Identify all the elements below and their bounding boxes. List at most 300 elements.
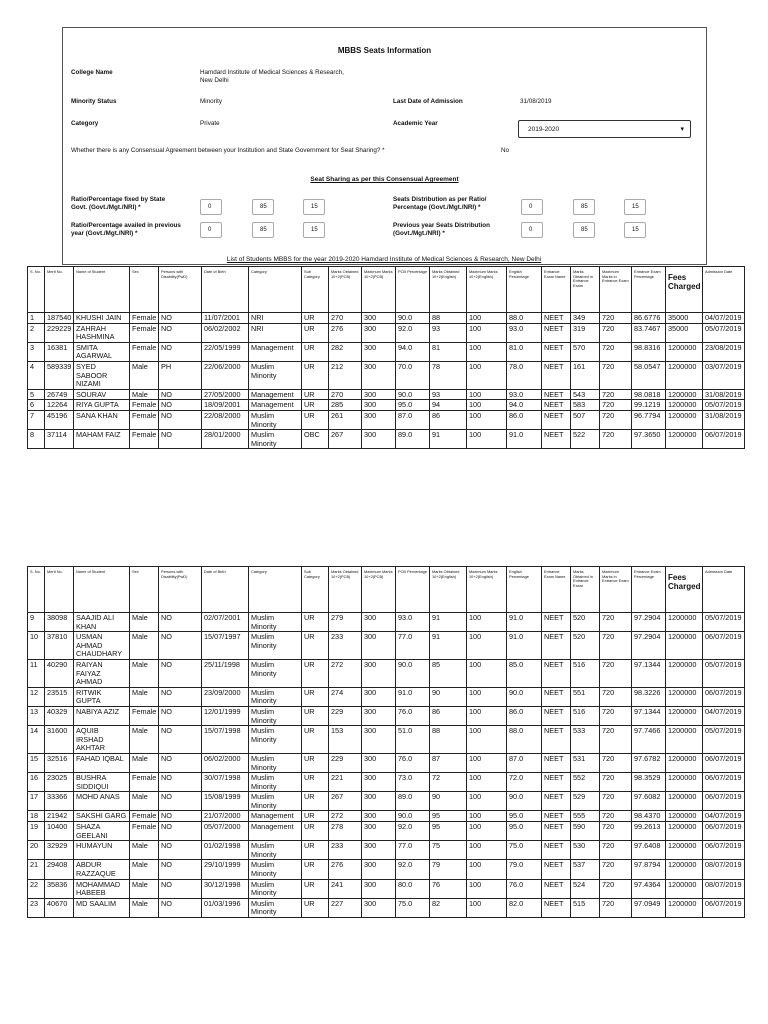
cell-s-no: 11 [28,659,45,687]
cell-merit-no: 23515 [45,687,74,706]
cell-fees-charged: 1200000 [666,361,703,389]
cell-entrance-exam-name: NEET [542,841,571,860]
cell-name-of-student: RITWIK GUPTA [74,687,130,706]
cell-english-percentage: 93.0 [507,323,542,342]
cell-persons-with-disability-pwd: PH [159,361,202,389]
cell-sex: Male [130,898,159,917]
cell-entrance-exam-percentage: 98.4370 [632,811,666,822]
cell-admission-date: 04/07/2019 [703,706,745,725]
cell-entrance-exam-name: NEET [542,898,571,917]
cell-merit-no: 21942 [45,811,74,822]
cell-entrance-exam-percentage: 97.1344 [632,706,666,725]
cell-category: Muslim Minority [249,410,302,429]
cell-pcb-percentage: 94.0 [396,342,430,361]
cell-fees-charged: 1200000 [666,898,703,917]
cell-sub-category: UR [302,726,329,754]
cell-marks-obtained-10-2-english: 78 [430,361,467,389]
cell-name-of-student: SMITA AGARWAL [74,342,130,361]
student-table-page1 [27,266,745,449]
cell-marks-obtained-10-2-pcb: 229 [329,706,362,725]
cell-maximum-marks-10-2-pcb: 300 [362,898,396,917]
cell-pcb-percentage: 92.0 [396,323,430,342]
cell-sex: Male [130,659,159,687]
table-row [28,898,745,917]
cell-category: Management [249,342,302,361]
cell-category: NRI [249,323,302,342]
cell-sex: Male [130,860,159,879]
cell-date-of-birth: 15/07/1997 [202,632,249,660]
cell-entrance-exam-name: NEET [542,860,571,879]
cell-date-of-birth: 21/07/2000 [202,811,249,822]
cell-entrance-exam-percentage: 83.7467 [632,323,666,342]
table-row [28,860,745,879]
col-header-marks-obtained-10-2-english: Marks Obtained 10+2(English) [430,267,467,313]
col-header-pcb-percentage: PCB Percentage [396,567,430,613]
cell-merit-no: 32516 [45,753,74,772]
cell-pcb-percentage: 77.0 [396,632,430,660]
cell-marks-obtained-in-entrance-exam: 516 [571,659,600,687]
seat-info-title: MBBS Seats Information [337,46,432,55]
cell-date-of-birth: 12/01/1999 [202,706,249,725]
cell-category: Muslim Minority [249,430,302,449]
table-row [28,389,745,400]
cell-marks-obtained-10-2-pcb: 212 [329,361,362,389]
cell-s-no: 2 [28,323,45,342]
cell-category: Muslim Minority [249,860,302,879]
cell-admission-date: 03/07/2019 [703,361,745,389]
col-header-entrance-exam-name: Entrance Exam Name [542,567,571,613]
cell-s-no: 14 [28,726,45,754]
cell-fees-charged: 1200000 [666,400,703,411]
cell-name-of-student: SANA KHAN [74,410,130,429]
cell-date-of-birth: 30/12/1998 [202,879,249,898]
cell-english-percentage: 87.0 [507,753,542,772]
col-header-merit-no: Merit No. [45,267,74,313]
cell-sex: Female [130,313,159,324]
cell-entrance-exam-name: NEET [542,410,571,429]
cell-entrance-exam-percentage: 97.8794 [632,860,666,879]
prev-dist-govt-input[interactable]: 0 [521,222,543,238]
ratio-fixed-govt-input[interactable]: 0 [200,199,222,215]
cell-pcb-percentage: 95.0 [396,400,430,411]
cell-sub-category: UR [302,898,329,917]
cell-admission-date: 08/07/2019 [703,860,745,879]
cell-merit-no: 10400 [45,822,74,841]
cell-category: Muslim Minority [249,841,302,860]
cell-marks-obtained-10-2-pcb: 221 [329,773,362,792]
cell-category: Muslim Minority [249,879,302,898]
cell-marks-obtained-10-2-english: 91 [430,613,467,632]
cell-maximum-marks-10-2-pcb: 300 [362,792,396,811]
cell-category: Muslim Minority [249,632,302,660]
cell-maximum-marks-10-2-pcb: 300 [362,389,396,400]
cell-sub-category: UR [302,323,329,342]
cell-maximum-marks-10-2-english: 100 [467,726,507,754]
cell-marks-obtained-10-2-english: 72 [430,773,467,792]
cell-admission-date: 05/07/2019 [703,659,745,687]
cell-entrance-exam-percentage: 86.6776 [632,313,666,324]
cell-merit-no: 38098 [45,613,74,632]
cell-admission-date: 31/08/2019 [703,389,745,400]
cell-pcb-percentage: 76.0 [396,753,430,772]
cell-sub-category: UR [302,410,329,429]
cell-entrance-exam-name: NEET [542,687,571,706]
cell-fees-charged: 1200000 [666,410,703,429]
table-header-row [28,267,745,313]
cell-maximum-marks-10-2-english: 100 [467,879,507,898]
cell-pcb-percentage: 90.0 [396,659,430,687]
cell-name-of-student: RIYA GUPTA [74,400,130,411]
cell-sub-category: UR [302,773,329,792]
student-table-page2 [27,566,745,918]
cell-english-percentage: 95.0 [507,811,542,822]
cell-sub-category: UR [302,361,329,389]
cell-english-percentage: 88.0 [507,313,542,324]
cell-merit-no: 23025 [45,773,74,792]
cell-pcb-percentage: 70.0 [396,361,430,389]
cell-entrance-exam-name: NEET [542,726,571,754]
cell-entrance-exam-percentage: 97.7466 [632,726,666,754]
cell-marks-obtained-10-2-pcb: 285 [329,400,362,411]
cell-sex: Female [130,706,159,725]
cell-name-of-student: USMAN AHMAD CHAUDHARY [74,632,130,660]
table-row [28,313,745,324]
cell-maximum-marks-10-2-english: 100 [467,361,507,389]
seats-dist-govt-input[interactable]: 0 [521,199,543,215]
col-header-maximum-marks-10-2-english: Maximum Marks 10+2(English) [467,267,507,313]
cell-maximum-marks-in-entrance-exam: 720 [600,389,632,400]
table-row [28,792,745,811]
cell-sex: Female [130,410,159,429]
cell-admission-date: 05/07/2019 [703,613,745,632]
cell-sub-category: UR [302,687,329,706]
table-row [28,613,745,632]
table-row [28,841,745,860]
table-row [28,822,745,841]
cell-english-percentage: 86.0 [507,410,542,429]
cell-entrance-exam-name: NEET [542,613,571,632]
cell-maximum-marks-in-entrance-exam: 720 [600,811,632,822]
cell-category: Muslim Minority [249,753,302,772]
cell-maximum-marks-10-2-english: 100 [467,898,507,917]
cell-sex: Male [130,792,159,811]
cell-marks-obtained-10-2-english: 86 [430,706,467,725]
cell-s-no: 16 [28,773,45,792]
cell-sex: Female [130,773,159,792]
ratio-fixed-mgt-input[interactable]: 85 [252,199,274,215]
cell-s-no: 9 [28,613,45,632]
cell-date-of-birth: 01/03/1996 [202,898,249,917]
cell-marks-obtained-in-entrance-exam: 533 [571,726,600,754]
cell-entrance-exam-name: NEET [542,879,571,898]
prev-dist-mgt-input[interactable]: 85 [573,222,595,238]
cell-maximum-marks-10-2-pcb: 300 [362,687,396,706]
cell-marks-obtained-10-2-pcb: 274 [329,687,362,706]
cell-marks-obtained-10-2-english: 93 [430,389,467,400]
cell-maximum-marks-10-2-pcb: 300 [362,659,396,687]
prev-dist-label-1: Previous year Seats Distribution [393,222,490,229]
cell-maximum-marks-10-2-english: 100 [467,753,507,772]
cell-english-percentage: 93.0 [507,389,542,400]
cell-sex: Female [130,822,159,841]
cell-name-of-student: SYED SABOOR NIZAMI [74,361,130,389]
cell-sub-category: OBC [302,430,329,449]
cell-marks-obtained-10-2-english: 88 [430,313,467,324]
cell-fees-charged: 1200000 [666,659,703,687]
cell-name-of-student: AQUIB IRSHAD AKHTAR [74,726,130,754]
col-header-fees-charged: Fees Charged [666,267,703,313]
cell-admission-date: 06/07/2019 [703,430,745,449]
cell-sub-category: UR [302,400,329,411]
cell-entrance-exam-name: NEET [542,632,571,660]
table-row [28,687,745,706]
cell-date-of-birth: 27/05/2000 [202,389,249,400]
cell-admission-date: 06/07/2019 [703,632,745,660]
col-header-sub-category: Sub Category [302,567,329,613]
cell-pcb-percentage: 75.0 [396,898,430,917]
cell-date-of-birth: 25/11/1998 [202,659,249,687]
category-value: Private [200,120,220,127]
cell-s-no: 21 [28,860,45,879]
cell-fees-charged: 1200000 [666,687,703,706]
table-row [28,773,745,792]
cell-fees-charged: 1200000 [666,792,703,811]
cell-entrance-exam-name: NEET [542,342,571,361]
cell-sub-category: UR [302,706,329,725]
cell-category: Management [249,400,302,411]
col-header-maximum-marks-10-2-pcb: Maximum Marks 10+2(PCB) [362,567,396,613]
seats-dist-mgt-input[interactable]: 85 [573,199,595,215]
cell-s-no: 8 [28,430,45,449]
cell-s-no: 15 [28,753,45,772]
cell-marks-obtained-10-2-pcb: 272 [329,811,362,822]
cell-marks-obtained-in-entrance-exam: 522 [571,430,600,449]
col-header-entrance-exam-percentage: Entrance Exam Percentage [632,567,666,613]
cell-maximum-marks-10-2-english: 100 [467,389,507,400]
col-header-english-percentage: English Percentage [507,567,542,613]
cell-marks-obtained-10-2-english: 85 [430,659,467,687]
cell-marks-obtained-in-entrance-exam: 507 [571,410,600,429]
cell-category: Management [249,822,302,841]
cell-name-of-student: SHAZA GEELANI [74,822,130,841]
cell-name-of-student: MD SAALIM [74,898,130,917]
cell-name-of-student: BUSHRA SIDDIQUI [74,773,130,792]
cell-sex: Female [130,400,159,411]
cell-sub-category: UR [302,342,329,361]
cell-name-of-student: MAHAM FAIZ [74,430,130,449]
cell-name-of-student: ABDUR RAZZAQUE [74,860,130,879]
cell-entrance-exam-percentage: 97.6408 [632,841,666,860]
cell-maximum-marks-10-2-english: 100 [467,841,507,860]
cell-maximum-marks-10-2-pcb: 300 [362,841,396,860]
cell-marks-obtained-10-2-english: 82 [430,898,467,917]
cell-marks-obtained-10-2-english: 94 [430,400,467,411]
cell-maximum-marks-in-entrance-exam: 720 [600,342,632,361]
cell-persons-with-disability-pwd: NO [159,430,202,449]
cell-name-of-student: MOHD ANAS [74,792,130,811]
seats-dist-nri-input[interactable]: 15 [624,199,646,215]
cell-marks-obtained-10-2-english: 91 [430,430,467,449]
col-header-maximum-marks-in-entrance-exam: Maximum Marks in Entrance Exam [600,267,632,313]
cell-marks-obtained-10-2-pcb: 282 [329,342,362,361]
col-header-entrance-exam-name: Entrance Exam Name [542,267,571,313]
cell-maximum-marks-in-entrance-exam: 720 [600,361,632,389]
cell-marks-obtained-10-2-english: 87 [430,753,467,772]
col-header-english-percentage: English Percentage [507,267,542,313]
cell-sex: Male [130,632,159,660]
col-header-marks-obtained-10-2-english: Marks Obtained 10+2(English) [430,567,467,613]
cell-merit-no: 37114 [45,430,74,449]
table-row [28,430,745,449]
col-header-marks-obtained-10-2-pcb: Marks Obtained 10+2(PCB) [329,267,362,313]
ratio-fixed-nri-input[interactable]: 15 [303,199,325,215]
table-row [28,361,745,389]
cell-marks-obtained-10-2-pcb: 227 [329,898,362,917]
cell-admission-date: 06/07/2019 [703,792,745,811]
cell-persons-with-disability-pwd: NO [159,822,202,841]
cell-marks-obtained-10-2-english: 93 [430,323,467,342]
cell-entrance-exam-name: NEET [542,773,571,792]
cell-marks-obtained-10-2-english: 75 [430,841,467,860]
cell-s-no: 19 [28,822,45,841]
cell-persons-with-disability-pwd: NO [159,632,202,660]
cell-admission-date: 08/07/2019 [703,879,745,898]
cell-s-no: 13 [28,706,45,725]
cell-marks-obtained-10-2-english: 90 [430,792,467,811]
cell-english-percentage: 91.0 [507,613,542,632]
cell-maximum-marks-in-entrance-exam: 720 [600,822,632,841]
cell-pcb-percentage: 76.0 [396,706,430,725]
cell-sex: Male [130,753,159,772]
cell-sex: Male [130,613,159,632]
cell-entrance-exam-percentage: 97.1344 [632,659,666,687]
cell-english-percentage: 90.0 [507,792,542,811]
table-row [28,323,745,342]
cell-entrance-exam-percentage: 97.6782 [632,753,666,772]
cell-persons-with-disability-pwd: NO [159,898,202,917]
cell-marks-obtained-in-entrance-exam: 551 [571,687,600,706]
col-header-sex: Sex [130,567,159,613]
cell-marks-obtained-10-2-pcb: 270 [329,389,362,400]
cell-maximum-marks-10-2-english: 100 [467,613,507,632]
cell-maximum-marks-in-entrance-exam: 720 [600,773,632,792]
cell-category: Muslim Minority [249,361,302,389]
cell-entrance-exam-name: NEET [542,389,571,400]
cell-pcb-percentage: 92.0 [396,822,430,841]
cell-merit-no: 35836 [45,879,74,898]
cell-marks-obtained-10-2-pcb: 233 [329,632,362,660]
cell-merit-no: 29408 [45,860,74,879]
student-list-title: List of Students MBBS for the year 2019-2020 Hamdard Institute of Medical Sciences & Research, New Delhi [226,256,542,263]
cell-fees-charged: 1200000 [666,726,703,754]
cell-maximum-marks-in-entrance-exam: 720 [600,726,632,754]
table-row [28,879,745,898]
cell-date-of-birth: 15/08/1999 [202,792,249,811]
academic-year-select[interactable] [518,120,691,138]
cell-sub-category: UR [302,811,329,822]
cell-pcb-percentage: 87.0 [396,410,430,429]
cell-merit-no: 187540 [45,313,74,324]
cell-entrance-exam-name: NEET [542,792,571,811]
cell-entrance-exam-name: NEET [542,811,571,822]
cell-date-of-birth: 06/02/2000 [202,753,249,772]
cell-marks-obtained-10-2-english: 91 [430,632,467,660]
cell-admission-date: 06/07/2019 [703,753,745,772]
cell-persons-with-disability-pwd: NO [159,323,202,342]
cell-category: Management [249,811,302,822]
consensual-answer: No [501,147,510,154]
cell-fees-charged: 1200000 [666,706,703,725]
cell-s-no: 5 [28,389,45,400]
col-header-entrance-exam-percentage: Entrance Exam Percentage [632,267,666,313]
col-header-s-no: S. No. [28,267,45,313]
col-header-date-of-birth: Date of Birth [202,267,249,313]
cell-pcb-percentage: 93.0 [396,613,430,632]
cell-sex: Male [130,687,159,706]
cell-marks-obtained-in-entrance-exam: 543 [571,389,600,400]
consensual-question: Whether there is any Consensual Agreement between your Institution and State Government for Seat Sharing? * [71,147,385,154]
cell-s-no: 20 [28,841,45,860]
cell-english-percentage: 81.0 [507,342,542,361]
cell-date-of-birth: 23/09/2000 [202,687,249,706]
cell-english-percentage: 85.0 [507,659,542,687]
cell-maximum-marks-10-2-pcb: 300 [362,811,396,822]
cell-marks-obtained-10-2-pcb: 153 [329,726,362,754]
cell-persons-with-disability-pwd: NO [159,400,202,411]
cell-entrance-exam-name: NEET [542,313,571,324]
cell-merit-no: 31600 [45,726,74,754]
cell-s-no: 22 [28,879,45,898]
cell-merit-no: 32929 [45,841,74,860]
cell-fees-charged: 1200000 [666,811,703,822]
cell-marks-obtained-in-entrance-exam: 590 [571,822,600,841]
cell-name-of-student: FAHAD IQBAL [74,753,130,772]
cell-category: Muslim Minority [249,726,302,754]
cell-maximum-marks-in-entrance-exam: 720 [600,323,632,342]
academic-year-selected: 2019-2020 [528,126,560,133]
college-name-line1: Hamdard Institute of Medical Sciences & Research, [200,69,344,76]
cell-maximum-marks-10-2-pcb: 300 [362,361,396,389]
cell-admission-date: 05/07/2019 [703,726,745,754]
ratio-prev-nri-input[interactable]: 15 [303,222,325,238]
cell-fees-charged: 1200000 [666,632,703,660]
ratio-prev-mgt-input[interactable]: 85 [252,222,274,238]
cell-fees-charged: 1200000 [666,860,703,879]
cell-marks-obtained-10-2-english: 88 [430,726,467,754]
col-header-maximum-marks-in-entrance-exam: Maximum Marks in Entrance Exam [600,567,632,613]
cell-maximum-marks-10-2-english: 100 [467,313,507,324]
cell-name-of-student: SAKSHI GARG [74,811,130,822]
cell-merit-no: 12264 [45,400,74,411]
table-row [28,706,745,725]
cell-entrance-exam-percentage: 98.3226 [632,687,666,706]
cell-sex: Male [130,361,159,389]
cell-sub-category: UR [302,313,329,324]
minority-status-value: Minority [200,98,223,105]
cell-maximum-marks-in-entrance-exam: 720 [600,632,632,660]
ratio-prev-govt-input[interactable]: 0 [200,222,222,238]
cell-marks-obtained-10-2-pcb: 270 [329,313,362,324]
col-header-s-no: S. No. [28,567,45,613]
cell-merit-no: 16381 [45,342,74,361]
prev-dist-nri-input[interactable]: 15 [624,222,646,238]
cell-maximum-marks-in-entrance-exam: 720 [600,400,632,411]
cell-sub-category: UR [302,389,329,400]
cell-marks-obtained-10-2-pcb: 229 [329,753,362,772]
cell-admission-date: 06/07/2019 [703,898,745,917]
cell-english-percentage: 91.0 [507,632,542,660]
cell-entrance-exam-name: NEET [542,659,571,687]
